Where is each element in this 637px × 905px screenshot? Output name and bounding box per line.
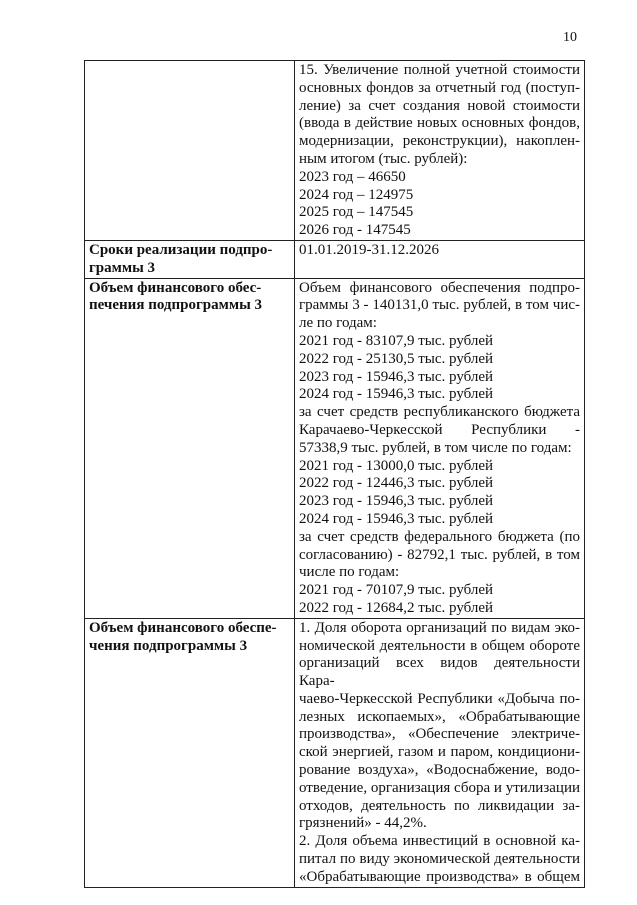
text-line: за счет средств республиканского бюджета	[299, 404, 580, 421]
text-line: граммы 3 - 140131,0 тыс. рублей, в том чис-	[299, 297, 580, 314]
row-label-financing-2: Объем финансового обеспе- чения подпрограммы 3	[85, 618, 295, 887]
year-value: 2021 год - 83107,9 тыс. рублей	[299, 332, 494, 349]
year-value: 2022 год - 12446,3 тыс. рублей	[299, 475, 494, 492]
year-value: 2023 год - 15946,3 тыс. рублей	[299, 368, 494, 385]
year-value: 2023 год – 46650	[299, 168, 406, 185]
text-line: 2. Доля объема инвестиций в основной ка-	[299, 833, 580, 850]
financing-details	[295, 278, 585, 618]
row-label-timeline: Сроки реализации подпро- граммы 3	[85, 240, 295, 278]
text-line: питал по виду экономической деятельности	[299, 851, 580, 868]
table-row	[85, 278, 585, 618]
year-value: 2023 год - 15946,3 тыс. рублей	[299, 493, 494, 510]
text-line: лезных ископаемых», «Обрабатывающие	[299, 708, 580, 725]
year-value: 2025 год – 147545	[299, 204, 414, 221]
year-value: 2024 год - 15946,3 тыс. рублей	[299, 386, 494, 403]
page-number: 10	[563, 30, 577, 45]
text-line: ле по годам:	[299, 315, 377, 332]
table-row	[85, 618, 585, 887]
text-line: 15. Увеличение полной учетной стоимости	[299, 62, 580, 78]
table-row	[85, 240, 585, 278]
text-line: согласованию) - 82792,1 тыс. рублей, в том	[299, 546, 580, 563]
text-line: ным итогом (тыс. рублей):	[299, 150, 468, 167]
text-line: производства», «Обеспечение электриче-	[299, 726, 580, 743]
table-row	[85, 61, 585, 241]
text-line: модернизации, реконструкции), накоплен-	[299, 133, 580, 150]
text-line: «Обрабатывающие производства» в общем	[299, 868, 580, 885]
text-line: (ввода в действие новых основных фондов,	[299, 115, 580, 132]
subprogram-table	[84, 60, 585, 888]
text-line: организаций всех видов деятельности Кара-	[299, 655, 580, 690]
text-line: чаево-Черкесской Республики «Добыча по-	[299, 690, 580, 707]
text-line: за счет средств федерального бюджета (по	[299, 528, 580, 545]
text-line: номической деятельности в общем обороте	[299, 637, 580, 654]
year-value: 2026 год - 147545	[299, 222, 411, 239]
year-value: 2021 год - 70107,9 тыс. рублей	[299, 582, 494, 599]
text-line: ление) за счет создания новой стоимости	[299, 97, 580, 114]
year-value: 2024 год - 15946,3 тыс. рублей	[299, 510, 494, 527]
timeline-value: 01.01.2019-31.12.2026	[295, 240, 585, 278]
text-line: Карачаево-Черкесской Республики -	[299, 421, 580, 438]
text-line: 57338,9 тыс. рублей, в том числе по годам:	[299, 439, 572, 456]
row-label-empty	[85, 61, 295, 241]
text-line: основных фондов за отчетный год (поступ-	[299, 79, 580, 96]
text-line: Объем финансового обеспечения подпро-	[299, 279, 580, 296]
text-line: грязнений» - 44,2%.	[299, 815, 427, 832]
indicators-list	[295, 618, 585, 887]
row-label-financing: Объем финансового обес- печения подпрограммы 3	[85, 278, 295, 618]
text-line: отходов, деятельность по ликвидации за-	[299, 797, 580, 814]
text-line: ской энергией, газом и паром, кондициони-	[299, 744, 580, 761]
fixed-assets-indicator	[295, 61, 585, 241]
text-line: числе по годам:	[299, 564, 400, 581]
year-value: 2024 год – 124975	[299, 186, 414, 203]
text-line: рование воздуха», «Водоснабжение, водо-	[299, 762, 580, 779]
text-line: 1. Доля оборота организаций по видам эко-	[299, 619, 580, 636]
year-value: 2021 год - 13000,0 тыс. рублей	[299, 457, 494, 474]
text-line: отведение, организация сбора и утилизации	[299, 779, 580, 796]
year-value: 2022 год - 12684,2 тыс. рублей	[299, 599, 494, 616]
year-value: 2022 год - 25130,5 тыс. рублей	[299, 350, 494, 367]
